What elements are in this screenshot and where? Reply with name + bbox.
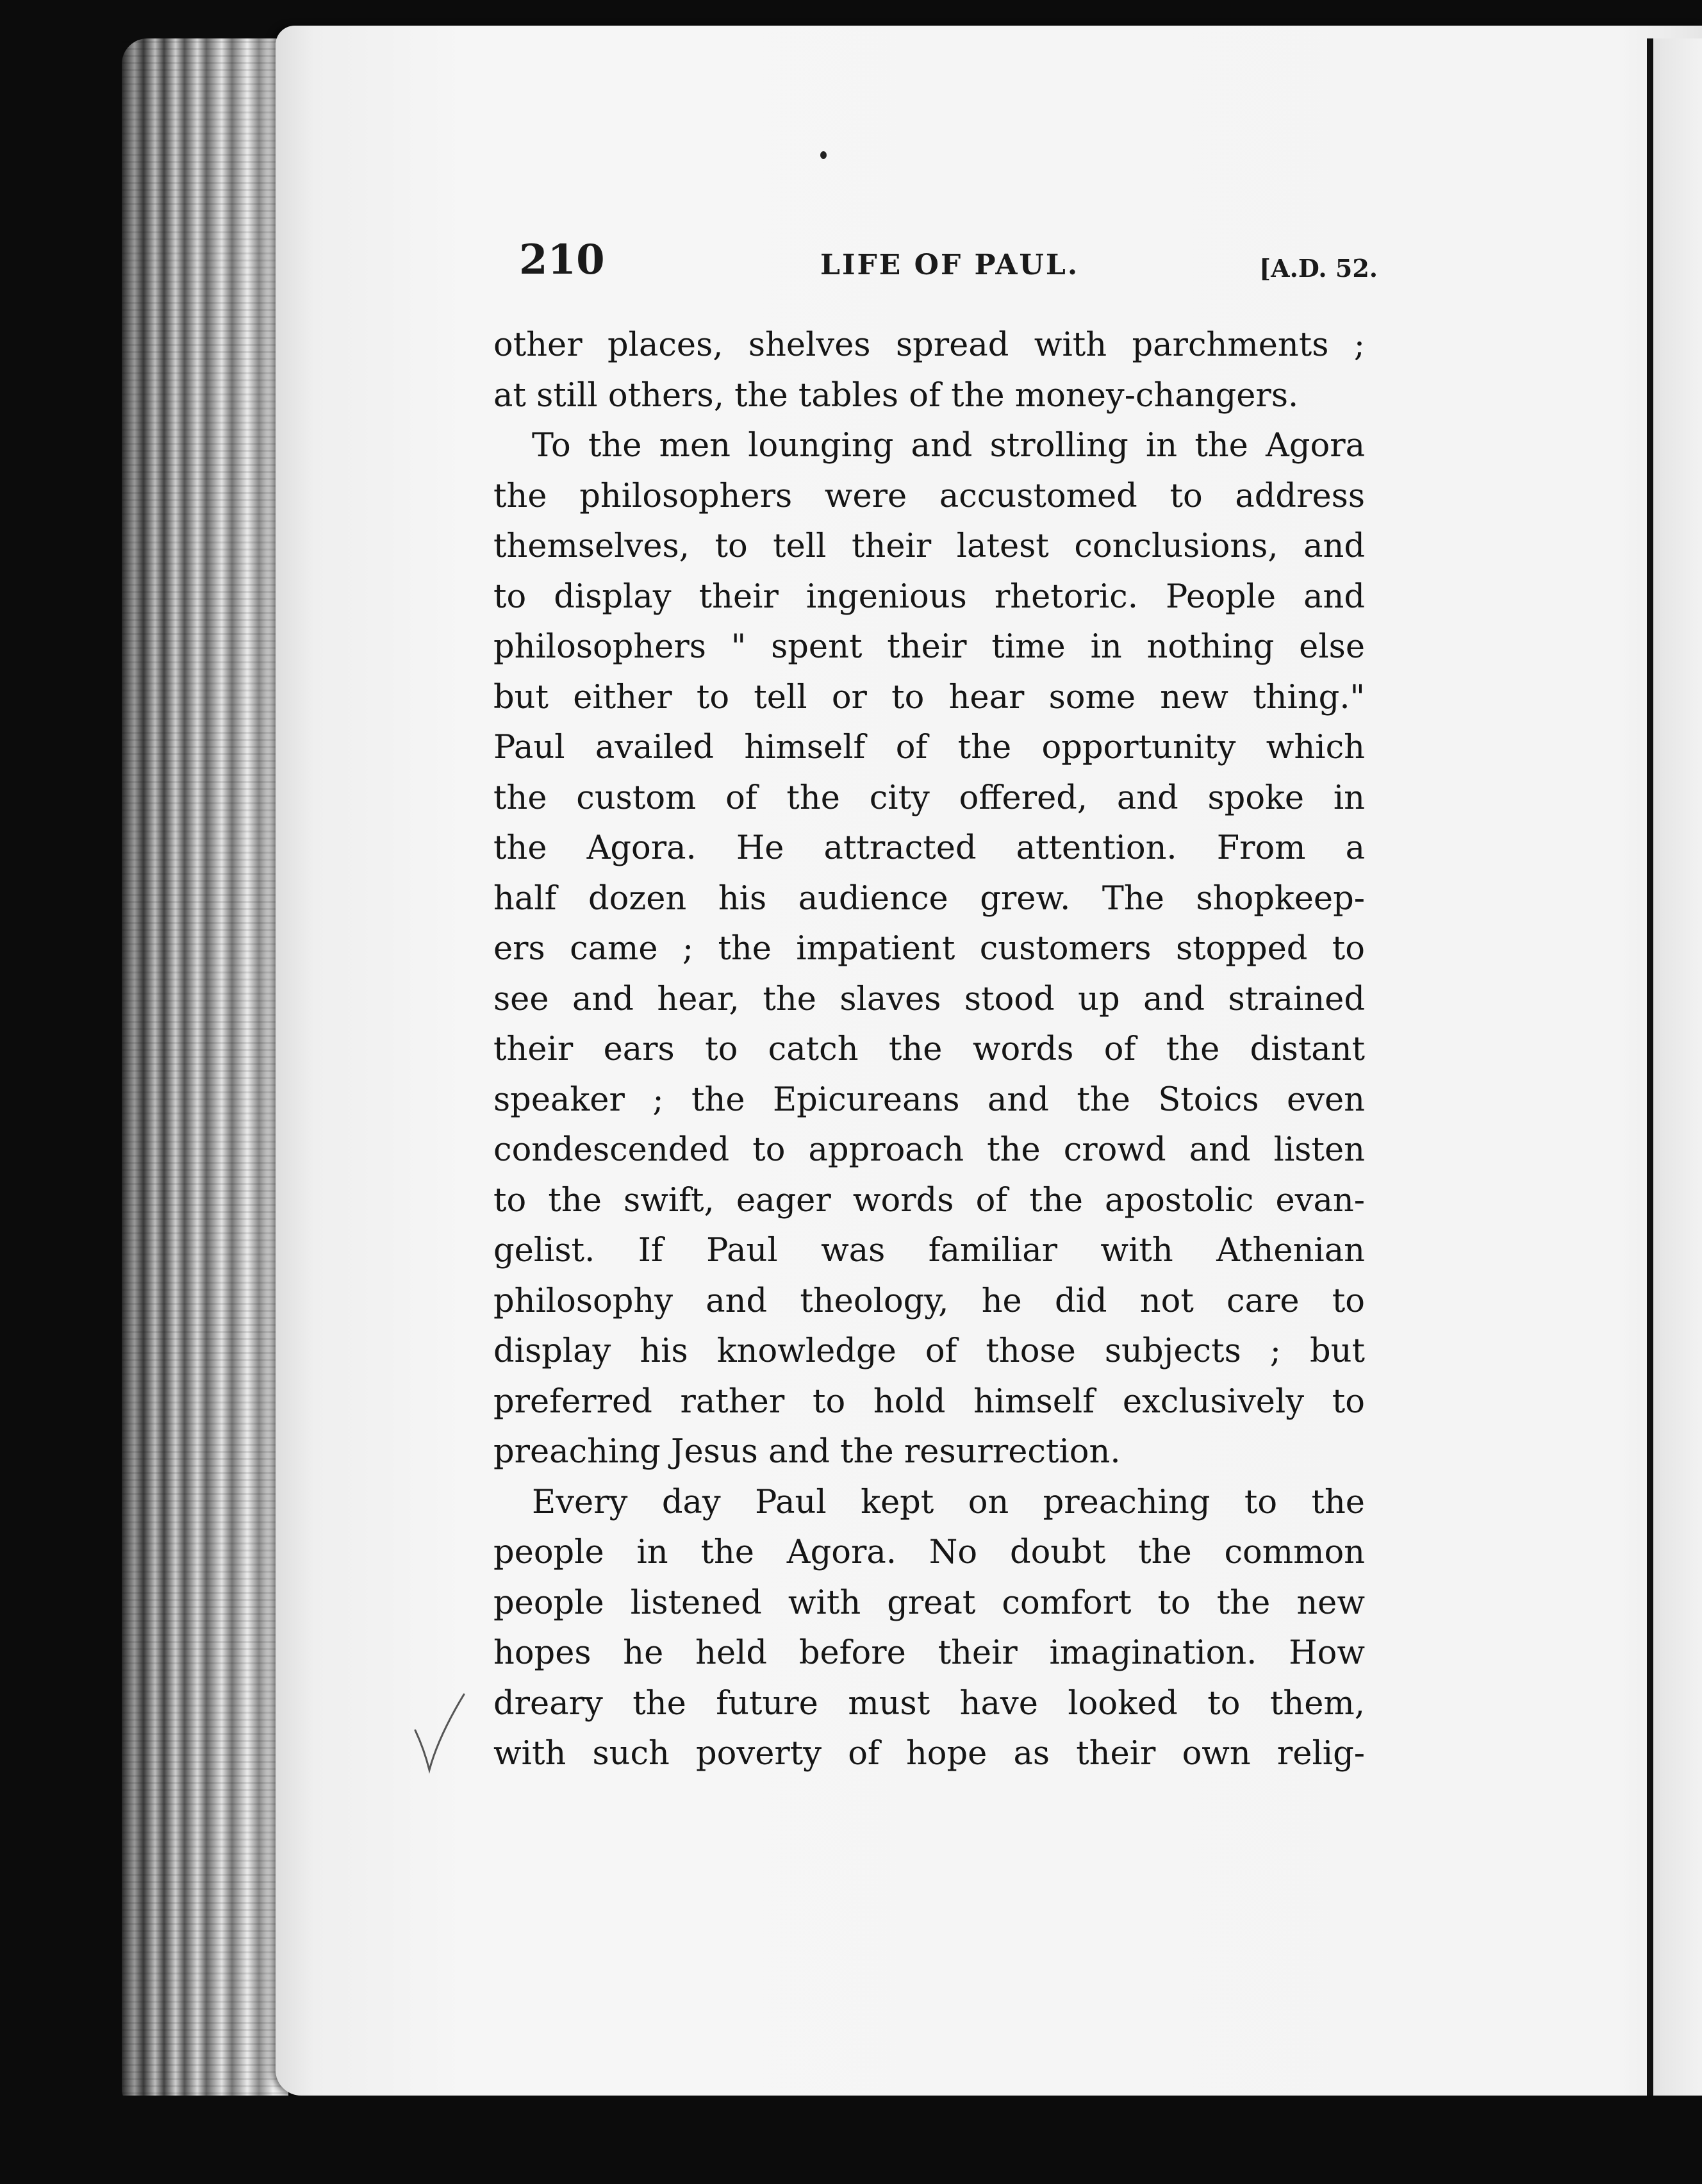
text-line: see and hear, the slaves stood up and strained bbox=[493, 980, 1365, 1018]
text-line: with such poverty of hope as their own relig- bbox=[493, 1735, 1365, 1773]
text-line: to the swift, eager words of the apostolic evan- bbox=[493, 1181, 1365, 1220]
text-line: preferred rather to hold himself exclusively to bbox=[493, 1382, 1365, 1421]
text-line: philosophers " spent their time in nothing else bbox=[493, 628, 1365, 666]
book-gutter-line bbox=[1647, 38, 1653, 2096]
page-header bbox=[519, 236, 1378, 294]
text-line: the philosophers were accustomed to address bbox=[493, 477, 1365, 515]
scan-background-bottom bbox=[0, 2096, 1702, 2184]
book-page-edges bbox=[122, 38, 288, 2108]
page-number: 210 bbox=[519, 236, 605, 284]
text-line: gelist. If Paul was familiar with Athenian bbox=[493, 1232, 1365, 1270]
text-line: at still others, the tables of the money-changers. bbox=[493, 376, 1299, 415]
text-line: but either to tell or to hear some new thing." bbox=[493, 678, 1365, 716]
text-line: their ears to catch the words of the distant bbox=[493, 1030, 1365, 1068]
date-note: [A.D. 52. bbox=[1259, 254, 1378, 283]
facing-page-edge bbox=[1653, 38, 1702, 2096]
text-line: people listened with great comfort to the new bbox=[493, 1584, 1365, 1622]
body-text bbox=[493, 320, 1365, 1780]
text-line: to display their ingenious rhetoric. People and bbox=[493, 577, 1365, 616]
text-line: themselves, to tell their latest conclusions, and bbox=[493, 527, 1365, 565]
running-title: LIFE OF PAUL. bbox=[820, 249, 1080, 281]
text-line: other places, shelves spread with parchments ; bbox=[493, 326, 1365, 364]
text-line: dreary the future must have looked to them, bbox=[493, 1684, 1365, 1723]
text-line: ers came ; the impatient customers stopped to bbox=[493, 930, 1365, 968]
text-line: philosophy and theology, he did not care to bbox=[493, 1282, 1365, 1320]
text-line: the Agora. He attracted attention. From a bbox=[493, 829, 1365, 867]
text-line: hopes he held before their imagination. How bbox=[493, 1634, 1365, 1672]
text-line: preaching Jesus and the resurrection. bbox=[493, 1433, 1121, 1471]
text-line: the custom of the city offered, and spoke in bbox=[493, 779, 1365, 817]
text-line: Paul availed himself of the opportunity which bbox=[493, 729, 1365, 766]
text-line: half dozen his audience grew. The shopkeep- bbox=[493, 879, 1365, 918]
text-line: condescended to approach the crowd and listen bbox=[493, 1131, 1365, 1169]
pencil-checkmark-icon bbox=[410, 1692, 468, 1775]
ink-speck bbox=[820, 151, 827, 159]
text-line: To the men lounging and strolling in the Agora bbox=[532, 427, 1365, 465]
text-line: display his knowledge of those subjects ; but bbox=[493, 1332, 1365, 1370]
text-line: Every day Paul kept on preaching to the bbox=[532, 1483, 1365, 1521]
text-line: speaker ; the Epicureans and the Stoics even bbox=[493, 1080, 1365, 1119]
text-line: people in the Agora. No doubt the common bbox=[493, 1534, 1365, 1571]
